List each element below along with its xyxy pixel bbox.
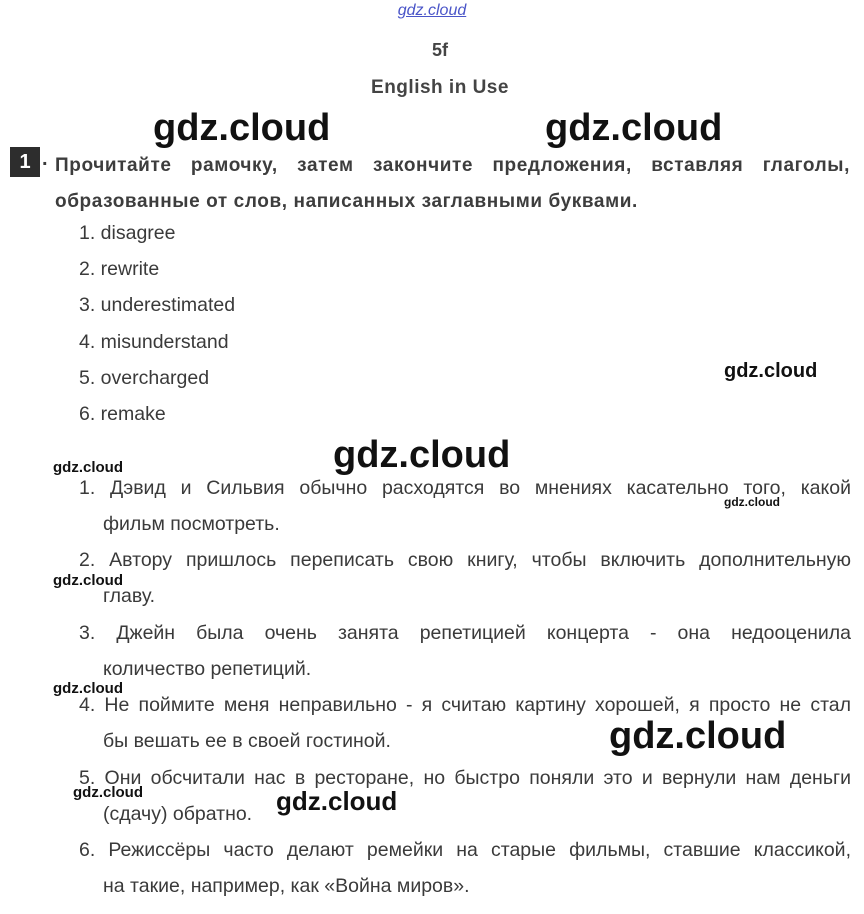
watermark: gdz.cloud [724,360,818,382]
top-watermark: gdz.cloud [397,2,467,19]
answer-item: 2. rewrite [79,258,160,280]
watermark: gdz.cloud [545,107,723,149]
watermark: gdz.cloud [609,715,787,757]
translation-line: бы вешать ее в своей гостиной. [103,730,391,752]
answer-item: 5. overcharged [79,367,210,389]
translation-item [79,760,851,832]
translation-line: главу. [103,585,156,607]
watermark: gdz.cloud [276,786,398,816]
section-number: 5f [431,40,448,60]
watermark: gdz.cloud [53,459,123,476]
watermark: gdz.cloud [73,784,143,801]
answer-item: 4. misunderstand [79,331,229,353]
translation-line: на такие, например, как «Война миров». [103,875,470,897]
watermark: gdz.cloud [53,572,123,589]
answer-item: 3. underestimated [79,294,236,316]
section-title: English in Use [371,77,509,98]
translation-line: 3. Джейн была очень занята репетицией концерта - она недооценила [79,622,851,644]
answer-item: 1. disagree [79,222,176,244]
translation-line: 5. Они обсчитали нас в ресторане, но быстро поняли это и вернули нам деньги [79,767,851,789]
task-number-badge: 1 [10,147,40,177]
answer-item: 6. remake [79,403,166,425]
translation-line: фильм посмотреть. [103,513,280,535]
watermark: gdz.cloud [333,434,511,476]
translation-item [79,542,851,614]
translation-item [79,832,851,904]
task-number-dot: . [42,148,48,170]
watermark: gdz.cloud [724,495,780,509]
watermark: gdz.cloud [53,680,123,697]
translation-line: 1. Дэвид и Сильвия обычно расходятся во мнениях касательно того, какой [79,477,851,499]
translation-item [79,615,851,687]
translation-line: 4. Не поймите меня неправильно - я считаю картину хорошей, я просто не стал [79,694,851,716]
translation-line: (сдачу) обратно. [103,803,253,825]
watermark: gdz.cloud [153,107,331,149]
translation-line: 2. Автору пришлось переписать свою книгу, чтобы включить дополнительную [79,549,851,571]
translation-line: 6. Режиссёры часто делают ремейки на старые фильмы, ставшие классикой, [79,839,851,861]
translation-line: количество репетиций. [103,658,312,680]
task-instruction: Прочитайте рамочку, затем закончите предложения, вставляя глаголы, образованные от слов, написанных заглавными буквами. [55,155,850,212]
